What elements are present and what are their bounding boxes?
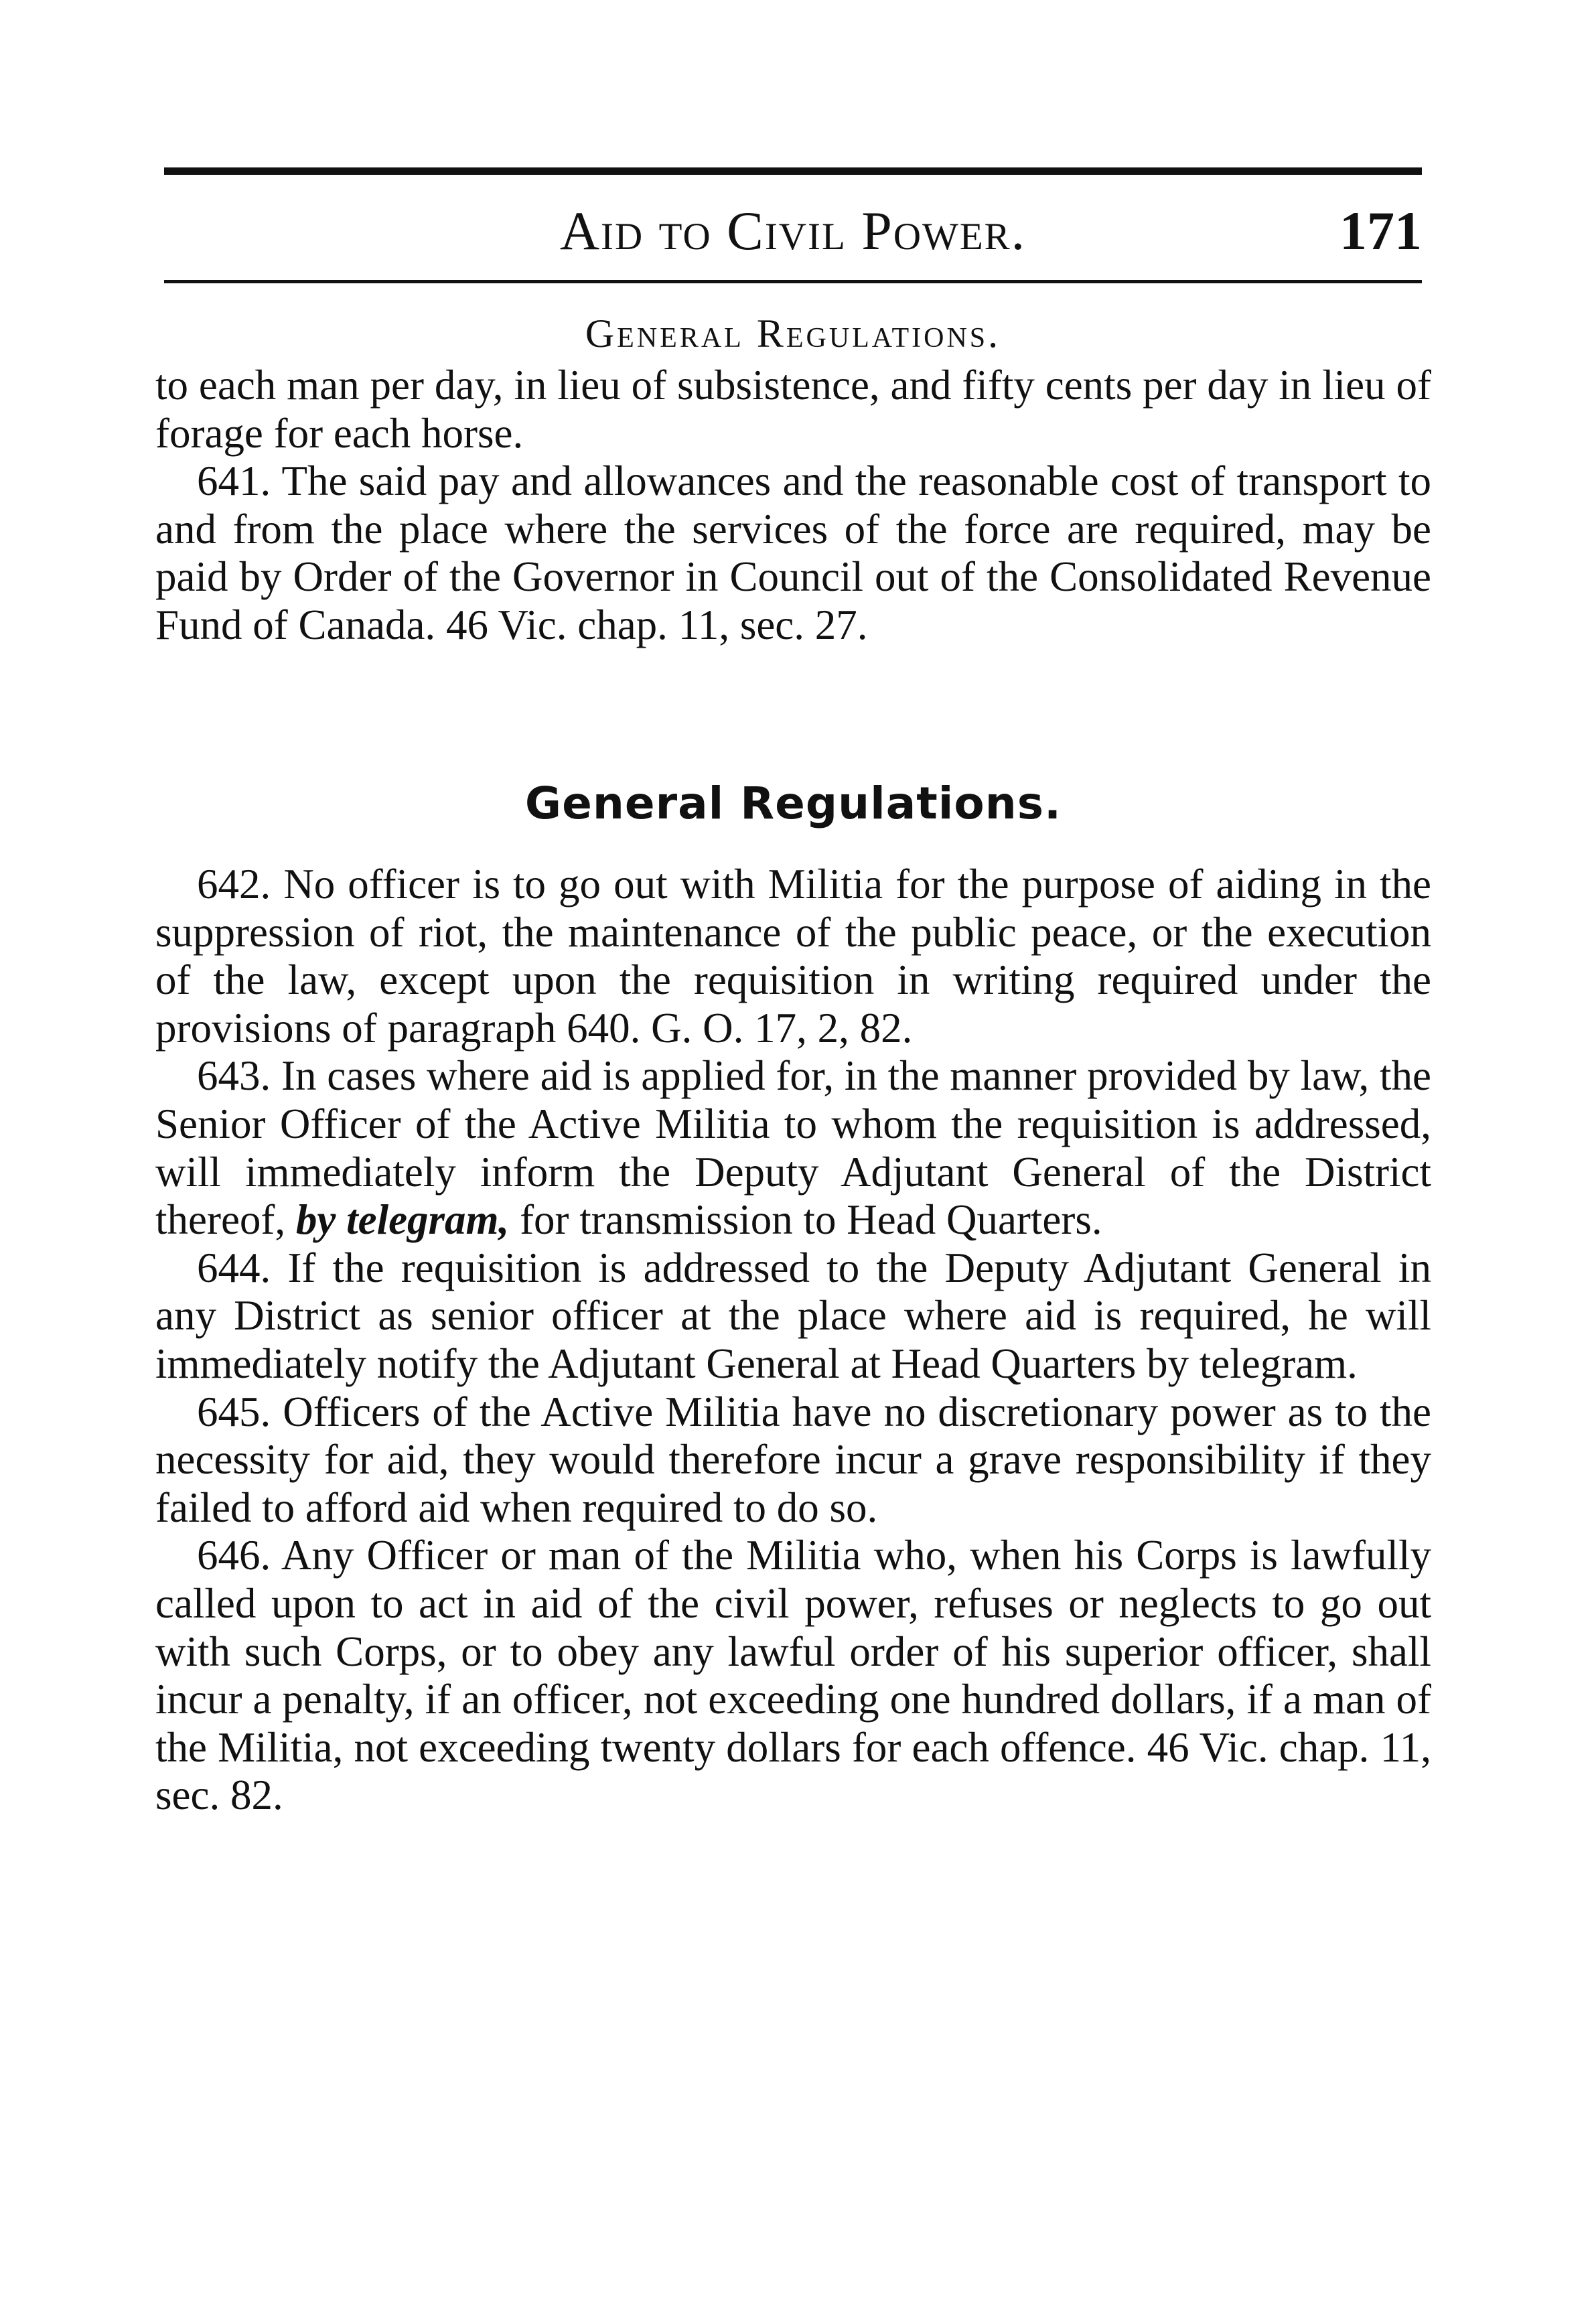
- subheading: General Regulations.: [524, 778, 1062, 829]
- header-rule: [164, 280, 1422, 283]
- running-head: [164, 194, 1422, 268]
- paragraph-642: [155, 861, 1431, 1052]
- running-title: Aid to Civil Power.: [559, 200, 1027, 261]
- paragraph-641-reference: 46 Vic. chap. 11, sec. 27.: [445, 601, 868, 648]
- top-rule: [164, 167, 1422, 175]
- page-number: 171: [1339, 200, 1422, 261]
- text-block-upper: [155, 362, 1431, 650]
- text-block-lower: [155, 861, 1431, 1820]
- paragraph-646-text: 646. Any Officer or man of the Militia who, when his Corps is lawfully called upon to act in aid of the civil power, refuses or neglects to go out with such Corps, or to obey any lawful order of his superior officer, shall incur a penalty, if an officer, not exceeding one hundred dollars, if a man of the Militia, not exceeding twenty dollars for each offence.: [155, 1532, 1431, 1771]
- paragraph-646-reference: 46 Vic. chap. 11, sec. 82.: [155, 1723, 1431, 1819]
- paragraph-642-reference: G. O. 17, 2, 82.: [651, 1004, 913, 1052]
- paragraph-643-text-b: for transmission to Head Quarters.: [520, 1196, 1102, 1244]
- paragraph-644: 644. If the requisition is addressed to the Deputy Adjutant General in any District as senior officer at the place where aid is required, he will immediately notify the Adjutant General at Head Quarters by telegram.: [155, 1244, 1431, 1387]
- paragraph-643-italic: by telegram,: [295, 1196, 510, 1244]
- section-head: General Regulations.: [585, 311, 1001, 356]
- paragraph-continuation: to each man per day, in lieu of subsistence, and fifty cents per day in lieu of forage for each horse.: [155, 362, 1431, 457]
- paragraph-641-text: 641. The said pay and allowances and the reasonable cost of transport to and from the place where the services of the force are required, may be paid by Order of the Governor in Council out of the Consolidated Revenue Fund of Canada.: [155, 457, 1431, 648]
- paragraph-643-text-a: 643. In cases where aid is applied for, in the manner provided by law, the Senior Officer of the Active Militia to whom the requisition is addressed, will immediately inform the Deputy Adjutant General of the District thereof,: [155, 1052, 1431, 1244]
- paragraph-645: 645. Officers of the Active Militia have no discretionary power as to the necessity for aid, they would therefore incur a grave responsibility if they failed to afford aid when required to do so.: [155, 1388, 1431, 1531]
- paragraph-642-text: 642. No officer is to go out with Militia for the purpose of aiding in the suppression of riot, the maintenance of the public peace, or the execution of the law, except upon the requisition in writing required under the provisions of paragraph 640.: [155, 861, 1431, 1052]
- paragraph-643: [155, 1052, 1431, 1244]
- paragraph-646: [155, 1532, 1431, 1820]
- paragraph-641: [155, 457, 1431, 649]
